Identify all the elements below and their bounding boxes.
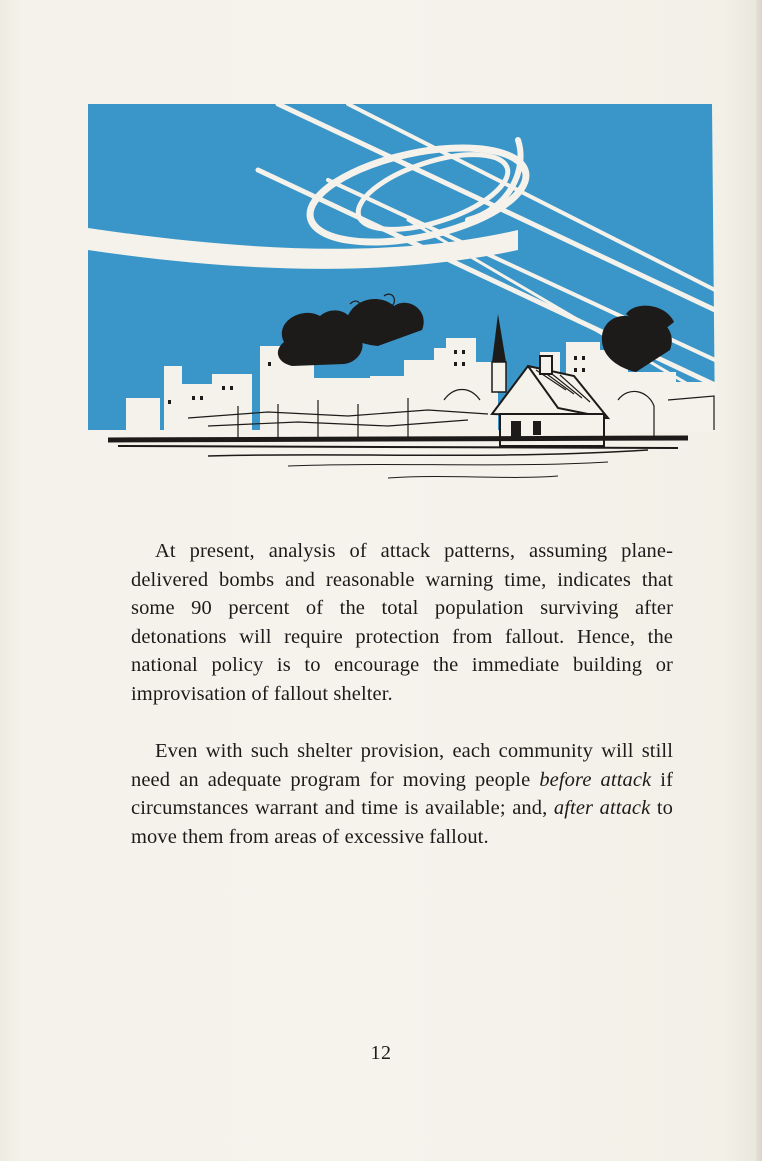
- paragraph-2: [131, 737, 673, 851]
- paragraph-2-run-1: Even with such shelter provision, each community will still need an adequate program for moving people: [131, 740, 673, 791]
- paragraph-2-run-3: if circumstances warrant and time is available; and,: [131, 768, 673, 819]
- body-text: [131, 537, 673, 851]
- paragraph-2-run-5: to move them from areas of excessive fallout.: [131, 797, 674, 848]
- page-number: 12: [370, 1042, 392, 1064]
- page-edge: [756, 0, 762, 1161]
- paragraph-1: [131, 537, 673, 708]
- contrail-skyline-illustration: [88, 100, 718, 500]
- paragraph-2-italic-after-attack: after attack: [553, 797, 651, 819]
- paragraph-2-italic-before-attack: before attack: [539, 768, 652, 791]
- paragraph-1-text: At present, analysis of attack patterns, assuming plane-delivered bombs and reasonable warning time, indicates that some 90 percent of the total population surviving after detonations will require protection from fallout. Hence, the national policy is to encourage the immediate building or improvisation of fallout shelter.: [131, 540, 673, 705]
